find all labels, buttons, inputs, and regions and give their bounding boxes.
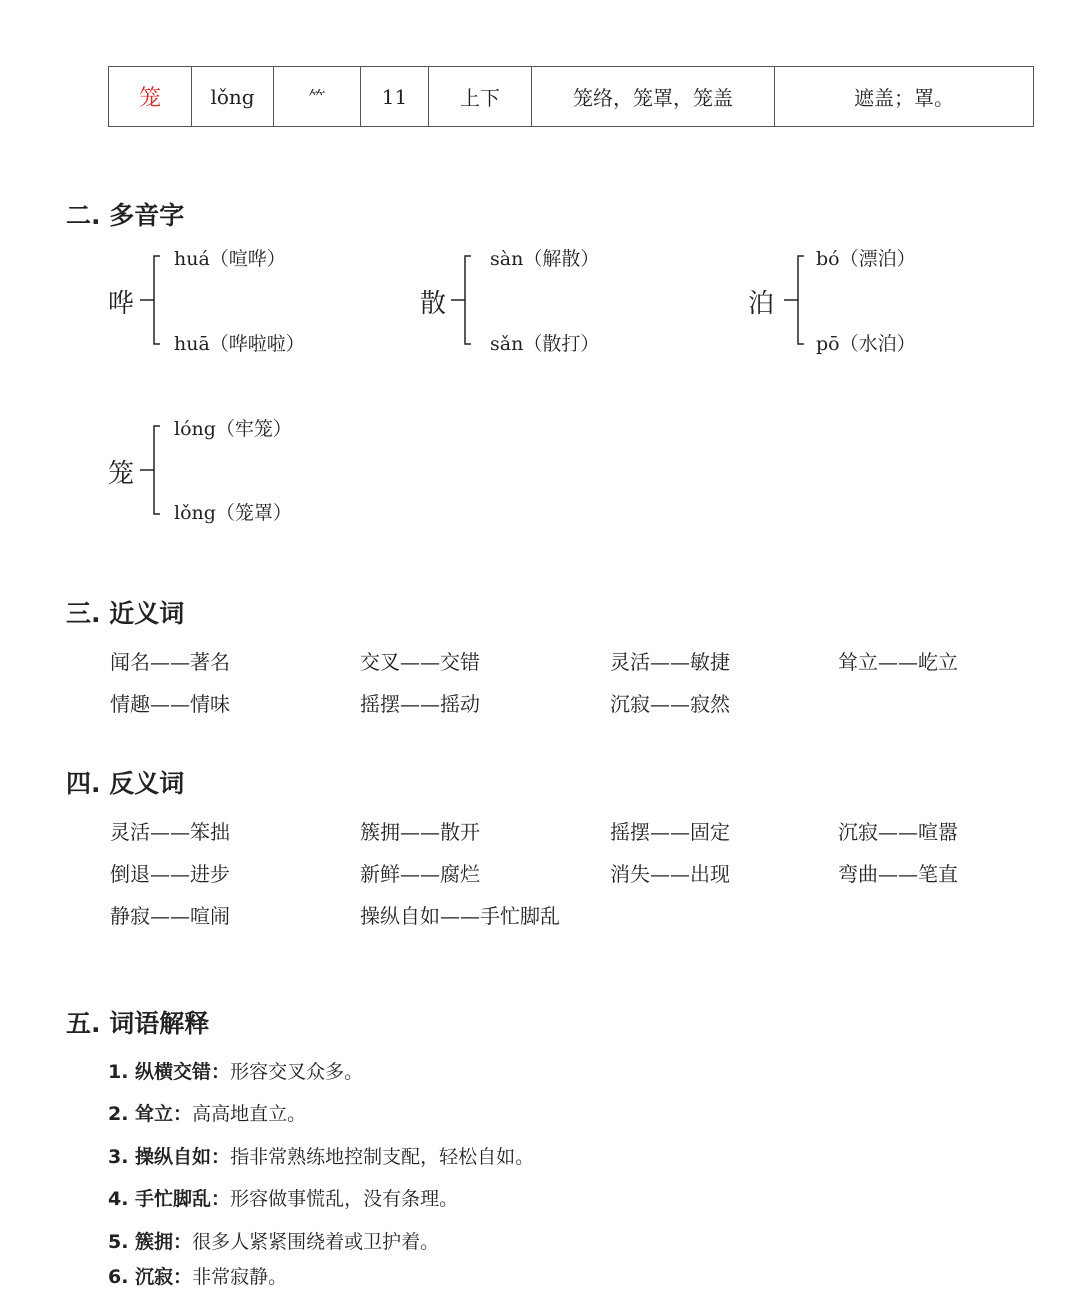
antonym-pair: 簇拥——散开 <box>360 820 480 844</box>
character-table <box>108 66 1034 127</box>
polyphonic-char: 笼 <box>108 459 135 489</box>
synonym-pair: 沉寂——寂然 <box>610 692 730 716</box>
explanation-item <box>108 1142 534 1169</box>
antonyms-heading: 四. 反义词 <box>66 769 185 798</box>
polyphonic-char: 哗 <box>108 289 135 319</box>
brace-icon <box>782 254 806 346</box>
antonym-pair: 操纵自如——手忙脚乱 <box>360 904 560 928</box>
synonyms-heading: 三. 近义词 <box>66 599 185 628</box>
explanation-def: 形容做事慌乱，没有条理。 <box>230 1188 459 1210</box>
polyphonic-reading: sǎn（散打） <box>490 333 600 355</box>
explanation-item <box>108 1184 458 1211</box>
brace-icon <box>138 254 162 346</box>
explanation-def: 指非常熟练地控制支配，轻松自如。 <box>230 1146 535 1168</box>
table-strokes: 11 <box>361 67 429 127</box>
polyphonic-reading: pō（水泊） <box>816 333 916 355</box>
synonym-pair: 耸立——屹立 <box>838 650 958 674</box>
explanation-term: 1. 纵横交错： <box>108 1061 231 1083</box>
antonym-pair: 摇摆——固定 <box>610 820 730 844</box>
explanation-term: 2. 耸立： <box>108 1103 193 1125</box>
brace-icon <box>449 254 473 346</box>
synonym-pair: 灵活——敏捷 <box>610 650 730 674</box>
polyphonic-reading: huá（喧哗） <box>174 248 286 270</box>
table-char: 笼 <box>109 67 192 127</box>
polyphonic-char: 散 <box>420 289 447 319</box>
table-meaning: 遮盖；罩。 <box>775 67 1034 127</box>
explanation-item <box>108 1227 439 1254</box>
table-row <box>109 67 1034 127</box>
table-radical: ⺮ <box>274 67 361 127</box>
polyphonic-reading: sàn（解散） <box>490 248 600 270</box>
polyphonic-reading: bó（漂泊） <box>816 248 916 270</box>
table-structure: 上下 <box>429 67 532 127</box>
explanation-item <box>108 1262 287 1289</box>
antonym-pair: 静寂——喧闹 <box>110 904 230 928</box>
explanation-item <box>108 1099 306 1126</box>
polyphonic-reading: lǒng（笼罩） <box>174 502 292 524</box>
antonym-pair: 消失——出现 <box>610 862 730 886</box>
synonym-pair: 情趣——情味 <box>110 692 230 716</box>
antonym-pair: 新鲜——腐烂 <box>360 862 480 886</box>
polyphonic-char: 泊 <box>748 289 775 319</box>
explanation-def: 形容交叉众多。 <box>230 1061 364 1083</box>
synonym-pair: 闻名——著名 <box>110 650 230 674</box>
synonym-pair: 交叉——交错 <box>360 650 480 674</box>
explanation-term: 4. 手忙脚乱： <box>108 1188 231 1210</box>
brace-icon <box>138 424 162 516</box>
antonym-pair: 灵活——笨拙 <box>110 820 230 844</box>
explanation-def: 非常寂静。 <box>192 1266 288 1288</box>
table-words: 笼络，笼罩，笼盖 <box>532 67 775 127</box>
polyphonic-reading: lóng（牢笼） <box>174 418 292 440</box>
explanation-term: 5. 簇拥： <box>108 1231 193 1253</box>
explanation-item <box>108 1057 363 1084</box>
explanation-def: 很多人紧紧围绕着或卫护着。 <box>192 1231 440 1253</box>
synonym-pair: 摇摆——摇动 <box>360 692 480 716</box>
explanation-def: 高高地直立。 <box>192 1103 307 1125</box>
explanations-heading: 五. 词语解释 <box>66 1009 210 1038</box>
polyphonic-reading: huā（哗啦啦） <box>174 333 305 355</box>
polyphonic-heading: 二. 多音字 <box>66 201 185 230</box>
table-pinyin: lǒng <box>192 67 274 127</box>
explanation-term: 6. 沉寂： <box>108 1266 193 1288</box>
antonym-pair: 弯曲——笔直 <box>838 862 958 886</box>
antonym-pair: 沉寂——喧嚣 <box>838 820 958 844</box>
antonym-pair: 倒退——进步 <box>110 862 230 886</box>
explanation-term: 3. 操纵自如： <box>108 1146 231 1168</box>
